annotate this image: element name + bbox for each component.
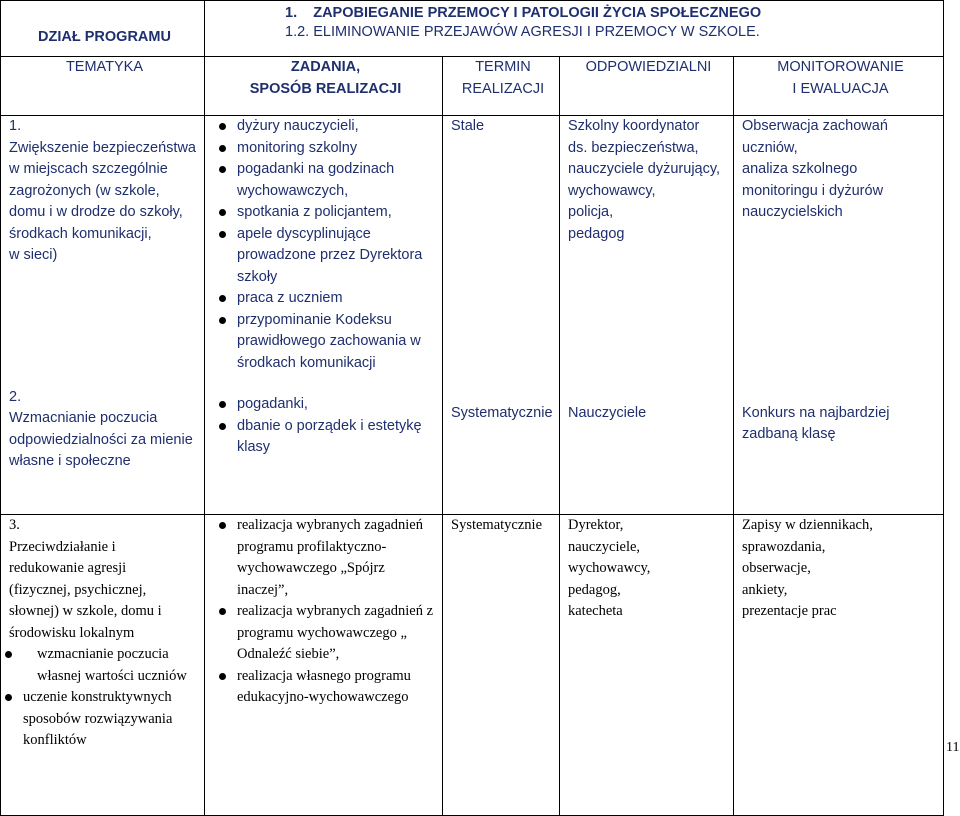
topic1-line: w miejscach szczególnie — [9, 161, 168, 177]
topic-cell — [1, 116, 205, 515]
list-item: praca z uczniem — [237, 288, 438, 310]
resp3-line: nauczyciele, — [568, 538, 641, 555]
tasks-cell — [205, 515, 443, 816]
topic2-line: Wzmacnianie poczucia — [9, 410, 158, 426]
monit3-line: obserwacje, — [742, 560, 811, 576]
termin-cell — [443, 116, 560, 515]
termin-cell — [443, 515, 560, 816]
monit-cell — [734, 116, 944, 515]
topic3-line: redukowanie agresji — [9, 560, 127, 576]
col-termin-line2: REALIZACJI — [461, 80, 545, 97]
list-item: monitoring szkolny — [237, 138, 438, 160]
section-title-cell — [205, 1, 944, 57]
monit3-line: ankiety, — [742, 581, 788, 598]
tasks3-list — [213, 515, 438, 709]
dzial-label: DZIAŁ PROGRAMU — [38, 29, 171, 45]
resp1-line: wychowawcy, — [568, 182, 656, 199]
monit1-line: nauczycielskich — [742, 204, 843, 220]
topic2-number: 2. — [9, 388, 22, 405]
list-item: uczenie konstruktywnych sposobów rozwiązywania konfliktów — [23, 687, 200, 752]
col-tematyka-label: TEMATYKA — [65, 59, 144, 75]
program-header-row — [1, 1, 944, 57]
col-termin-line1: TERMIN — [475, 59, 531, 75]
topic3-line: środowisku lokalnym — [9, 624, 135, 641]
col-zadania-line2: SPOSÓB REALIZACJI — [249, 80, 402, 97]
topic1-line: w sieci) — [9, 247, 58, 263]
monit-cell — [734, 515, 944, 816]
dzial-cell — [1, 1, 205, 57]
list-item: pogadanki na godzinach wychowawczych, — [237, 159, 438, 202]
col-monitorowanie — [734, 57, 944, 116]
monit1-line: monitoringu i dyżurów — [742, 182, 884, 199]
topic1-number: 1. — [9, 118, 22, 134]
list-item: realizacja wybranych zagadnień programu profilaktyczno-wychowawczego „Spójrz inaczej”, — [237, 515, 438, 601]
table-row — [1, 116, 944, 515]
list-item: pogadanki, — [237, 394, 438, 416]
col-termin — [443, 57, 560, 116]
list-item: dyżury nauczycieli, — [237, 116, 438, 138]
col-zadania-line1: ZADANIA, — [290, 59, 361, 75]
list-item: dbanie o porządek i estetykę klasy — [237, 416, 438, 459]
resp3-line: katecheta — [568, 603, 623, 619]
col-monitorowanie-line2: I EWALUACJA — [792, 80, 889, 97]
col-odpowiedzialni-label: ODPOWIEDZIALNI — [585, 59, 712, 75]
monit3-line: sprawozdania, — [742, 538, 826, 555]
resp-cell — [560, 515, 734, 816]
col-zadania — [205, 57, 443, 116]
topic1-line: domu i w drodze do szkoły, — [9, 204, 183, 220]
list-item: spotkania z policjantem, — [237, 202, 438, 224]
monit1-line: analiza szkolnego — [742, 161, 858, 177]
col-odpowiedzialni — [560, 57, 734, 116]
topic3-line: (fizycznej, psychicznej, — [9, 581, 147, 598]
monit3-line: prezentacje prac — [742, 603, 837, 619]
topic2-line: własne i społeczne — [9, 453, 131, 469]
resp1-line: ds. bezpieczeństwa, — [568, 139, 699, 156]
tasks-cell — [205, 116, 443, 515]
resp1-line: nauczyciele dyżurujący, — [568, 161, 721, 177]
list-item: wzmacnianie poczucia własnej wartości uczniów — [23, 644, 200, 687]
table-row — [1, 515, 944, 816]
topic3-bullets — [9, 644, 200, 752]
resp-cell — [560, 116, 734, 515]
monit1-line: uczniów, — [742, 139, 798, 156]
resp3-line: pedagog, — [568, 581, 621, 598]
termin2: Systematycznie — [451, 404, 553, 421]
resp1-line: Szkolny koordynator — [568, 118, 700, 134]
column-header-row — [1, 57, 944, 116]
resp2: Nauczyciele — [568, 405, 647, 421]
topic1-line: Zwiększenie bezpieczeństwa — [9, 139, 196, 156]
resp1-line: pedagog — [568, 225, 625, 242]
list-item: realizacja wybranych zagadnień z programu wychowawczego „ Odnaleźć siebie”, — [237, 601, 438, 666]
monit3-line: Zapisy w dziennikach, — [742, 517, 873, 533]
col-tematyka — [1, 57, 205, 116]
topic1-line: środkach komunikacji, — [9, 225, 152, 242]
monit2-line: zadbaną klasę — [742, 426, 836, 442]
col-monitorowanie-line1: MONITOROWANIE — [777, 59, 904, 75]
topic2-line: odpowiedzialności za mienie — [9, 431, 193, 448]
termin3: Systematycznie — [451, 517, 543, 533]
list-item: apele dyscyplinujące prowadzone przez Dyrektora szkoły — [237, 224, 438, 289]
resp1-line: policja, — [568, 204, 614, 220]
tasks1-list — [213, 116, 438, 374]
topic3-line: słownej) w szkole, domu i — [9, 603, 162, 619]
topic-cell — [1, 515, 205, 816]
list-item: przypominanie Kodeksu prawidłowego zachowania w środkach komunikacji — [237, 310, 438, 375]
topic3-line: Przeciwdziałanie i — [9, 538, 116, 555]
topic3-number: 3. — [9, 517, 20, 533]
resp3-line: wychowawcy, — [568, 560, 651, 576]
section-title: 1. ZAPOBIEGANIE PRZEMOCY I PATOLOGII ŻYCIA SPOŁECZNEGO — [285, 5, 762, 21]
page-number: 11 — [946, 740, 960, 755]
resp3-line: Dyrektor, — [568, 517, 624, 533]
termin1: Stale — [451, 118, 485, 134]
monit2-line: Konkurs na najbardziej — [742, 404, 890, 421]
tasks2-list — [213, 394, 438, 459]
topic1-line: zagrożonych (w szkole, — [9, 182, 160, 199]
list-item: realizacja własnego programu edukacyjno-wychowawczego — [237, 666, 438, 709]
section-subtitle: 1.2. ELIMINOWANIE PRZEJAWÓW AGRESJI I PRZEMOCY W SZKOLE. — [285, 24, 760, 40]
monit1-line: Obserwacja zachowań — [742, 118, 888, 134]
